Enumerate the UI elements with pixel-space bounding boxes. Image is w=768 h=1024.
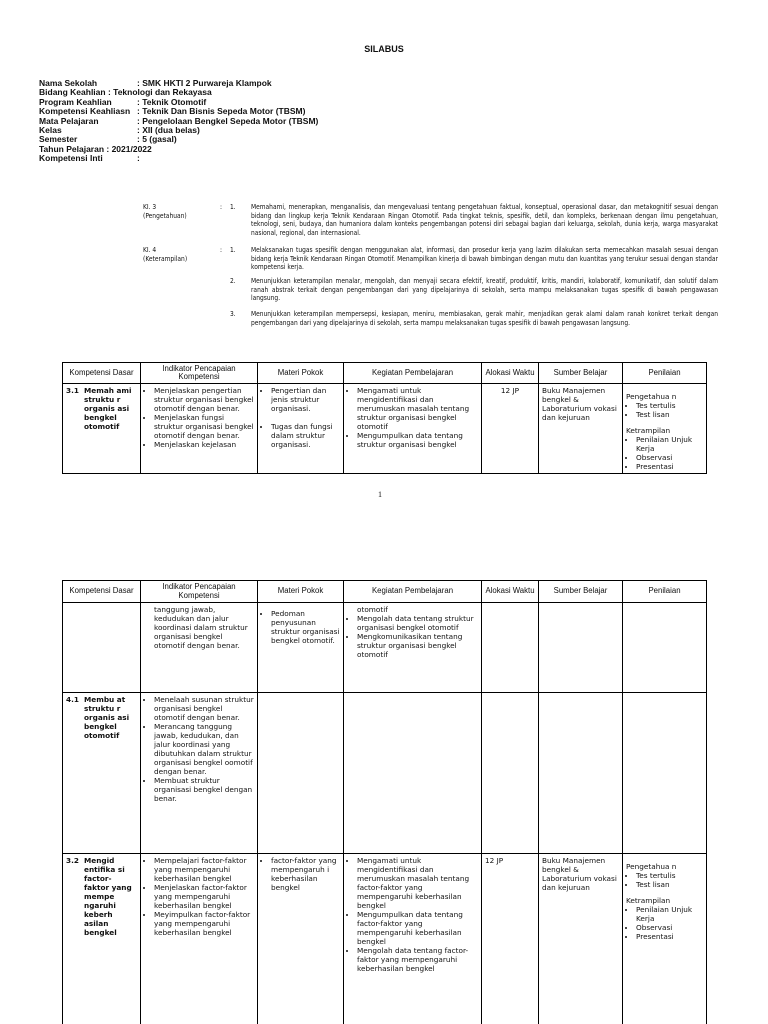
list-item: • Mengumpulkan data tentang struktur organisasi bengkel [357,431,478,449]
list-item: • Mengkomunikasikan tentang struktur organisasi bengkel otomotif [357,632,478,659]
sumber-cell [539,693,623,854]
list-item: • Menjelaskan factor-faktor yang mempengaruhi keberhasilan bengkel [154,883,254,910]
info-key: Semester [39,134,78,145]
sumber-cell: Buku Manajemen bengkel & Laboraturium vokasi dan kejuruan [539,854,623,1024]
list-item: • Merancang tanggung jawab, kedudukan, dan jalur koordinasi yang dibutuhkan dalam struktur organisasi bengkel oomotif dengan benar. [154,722,254,776]
kd-text: Mengid entifika si factor- faktor yang mempe ngaruhi keberh asilan bengkel [84,856,132,937]
header-alokasi: Alokasi Waktu [482,581,539,603]
ki4-sublabel: (Keterampilan) [143,255,188,263]
header-indikator: Indikator Pencapaian Kompetensi [141,581,258,603]
header-indikator: Indikator Pencapaian Kompetensi [141,363,258,384]
list-item: • Test lisan [636,880,703,889]
list-item: • Menjelaskan kejelasan [154,440,254,449]
materi-cell [258,603,344,693]
info-key: Kompetensi Inti [39,153,103,164]
list-item: • Mengamati untuk mengidentifikasi dan merumuskan masalah tentang factor-faktor yang mempengaruhi keberhasilan bengkel [357,856,478,910]
info-key: Bidang Keahlian : Teknologi dan Rekayasa [39,87,212,98]
ki3-number: 1. [230,203,236,211]
ki4-number-3: 3. [230,310,236,318]
info-key: Kelas [39,125,62,136]
ki3-label: KI. 3 [143,203,157,211]
penilaian-cell [623,854,707,1024]
alokasi-cell [482,603,539,693]
kd-number: 3.2 [66,856,79,865]
header-sumber: Sumber Belajar [539,581,623,603]
list-item: • Mengamati untuk mengidentifikasi dan merumuskan masalah tentang struktur organisasi bengkel otomotif [357,386,478,431]
list-item: • Tugas dan fungsi dalam struktur organisasi. [271,422,340,449]
ipk-cell [141,603,258,693]
list-item: • Mengolah data tentang factor-faktor yang mempengaruhi keberhasilan bengkel [357,946,478,973]
ki-colon: : [220,203,222,211]
sumber-cell [539,603,623,693]
alokasi-cell: 12 JP [482,854,539,1024]
info-value: : Pengelolaan Bengkel Sepeda Motor (TBSM) [137,115,319,126]
header-kegiatan: Kegiatan Pembelajaran [344,363,482,384]
list-item: • Membuat struktur organisasi bengkel dengan benar. [154,776,254,803]
ki4-label: KI. 4 [143,246,157,254]
penilaian-title: Ketrampilan [626,426,671,435]
ipk-cell [141,854,258,1024]
ki4-text-3: Menunjukkan keterampilan mempersepsi, kesiapan, meniru, membiasakan, gerak mahir, menjadikan gerak alami dalam ranah konkret terkait dengan pengembangan dari yang dipelajarinya di sekolah, serta mampu melaksanakan tugas spesifik di bawah pengawasan langsung. [251,310,718,327]
materi-cell [258,693,344,854]
ipk-cell [141,693,258,854]
list-item: • Tes tertulis [636,871,703,880]
syllabus-table-page-2 [62,580,707,1024]
alokasi-cell: 12 JP [482,384,539,474]
header-materi: Materi Pokok [258,581,344,603]
list-item: • Penilaian Unjuk Kerja [636,435,703,453]
ipk-continued: tanggung jawab, kedudukan dan jalur koordinasi dalam struktur organisasi bengkel otomotif dengan benar. [154,605,248,650]
header-sumber: Sumber Belajar [539,363,623,384]
list-item: • Menjelaskan pengertian struktur organisasi bengkel otomotif dengan benar. [154,386,254,413]
kd-text: Memah ami struktu r organis asi bengkel otomotif [84,386,132,431]
kegiatan-cell [344,603,482,693]
list-item: • Mengolah data tentang struktur organisasi bengkel otomotif [357,614,478,632]
ki4-text-2: Menunjukkan keterampilan menalar, mengolah, dan menyaji secara efektif, kreatif, produktif, kritis, mandiri, kolaboratif, komunikatif, dan solutif dalam ranah abstrak terkait dengan pengembangan dari yang dipelajarinya di sekolah, serta mampu melaksanakan tugas spesifik di bawah pengawasan langsung. [251,277,718,303]
list-item: • Pedoman penyusunan struktur organisasi bengkel otomotif. [271,609,340,645]
info-value: : Teknik Otomotif [137,96,207,107]
ki3-text: Memahami, menerapkan, menganalisis, dan mengevaluasi tentang pengetahuan faktual, konseptual, operasional dasar, dan metakognitif sesuai dengan bidang dan lingkup kerja Teknik Kendaraan Ringan Otomotif. Pada tingkat teknis, spesifik, detil, dan kompleks, berkenaan dengan ilmu pengetahuan, teknologi, seni, budaya, dan humaniora dalam konteks pengembangan potensi diri sebagai bagian dari keluarga, sekolah, dunia kerja, warga masyarakat nasional, regional, dan internasional. [251,203,718,237]
ki4-number-1: 1. [230,246,236,254]
materi-cell [258,854,344,1024]
header-materi: Materi Pokok [258,363,344,384]
list-item: • Observasi [636,923,703,932]
sumber-cell: Buku Manajemen bengkel & Laboraturium vokasi dan kejuruan [539,384,623,474]
list-item: • Meyimpulkan factor-faktor yang mempengaruhi keberhasilan bengkel [154,910,254,937]
list-item: • Mengumpulkan data tentang factor-faktor yang mempengaruhi keberhasilan bengkel [357,910,478,946]
info-key: Program Keahlian [39,96,112,107]
kd-number: 3.1 [66,386,79,395]
kegiatan-cell [344,693,482,854]
info-key: Tahun Pelajaran : 2021/2022 [39,143,152,154]
list-item: • Pengertian dan jenis struktur organisasi. [271,386,340,413]
info-value: : SMK HKTI 2 Purwareja Klampok [137,78,272,88]
kd-cell [63,603,141,693]
list-item: • Mempelajari factor-faktor yang mempengaruhi keberhasilan bengkel [154,856,254,883]
list-item: • Tes tertulis [636,401,703,410]
list-item: • Menelaah susunan struktur organisasi bengkel otomotif dengan benar. [154,695,254,722]
header-penilaian: Penilaian [623,363,707,384]
kd-number: 4.1 [66,695,79,704]
header-kegiatan: Kegiatan Pembelajaran [344,581,482,603]
list-item: • Penilaian Unjuk Kerja [636,905,703,923]
document-title: SILABUS [364,44,404,54]
header-kompetensi-dasar: Kompetensi Dasar [63,581,141,603]
kd-cell [63,693,141,854]
info-value: : XII (dua belas) [137,125,200,136]
ki3-sublabel: (Pengetahuan) [143,212,187,220]
penilaian-title: Pengetahua n [626,392,677,401]
info-value: : Teknik Dan Bisnis Sepeda Motor (TBSM) [137,106,306,117]
list-item: • Presentasi [636,932,703,941]
info-key: Kompetensi Keahliasn [39,106,131,117]
list-item: • Test lisan [636,410,703,419]
kd-text: Membu at struktu r organis asi bengkel otomotif [84,695,130,740]
info-key: Nama Sekolah [39,78,98,88]
kegiatan-continued: otomotif [357,605,388,614]
penilaian-cell [623,603,707,693]
ki4-text-1: Melaksanakan tugas spesifik dengan menggunakan alat, informasi, dan prosedur kerja yang lazim dilakukan serta memecahkan masalah sesuai dengan bidang kerja Teknik Kendaraan Ringan Otomotif. Menampilkan kinerja di bawah bimbingan dengan mutu dan kuantitas yang terukur sesuai dengan standar kompetensi kerja. [251,246,718,272]
penilaian-title: Pengetahua n [626,862,677,871]
penilaian-title: Ketrampilan [626,896,671,905]
list-item: • Menjelaskan fungsi struktur organisasi bengkel otomotif dengan benar. [154,413,254,440]
list-item: • factor-faktor yang mempengaruh i keberhasilan bengkel [271,856,340,892]
list-item: • Presentasi [636,462,703,471]
penilaian-cell [623,693,707,854]
info-value: : [137,153,140,164]
alokasi-cell [482,693,539,854]
header-alokasi: Alokasi Waktu [482,363,539,384]
ki-colon: : [220,246,222,254]
info-key: Mata Pelajaran [39,115,99,126]
ki4-number-2: 2. [230,277,236,285]
list-item: • Observasi [636,453,703,462]
kegiatan-cell [344,854,482,1024]
page-number: 1 [378,490,382,499]
header-kompetensi-dasar: Kompetensi Dasar [63,363,141,384]
info-value: : 5 (gasal) [137,134,177,145]
kd-cell [63,854,141,1024]
header-penilaian: Penilaian [623,581,707,603]
